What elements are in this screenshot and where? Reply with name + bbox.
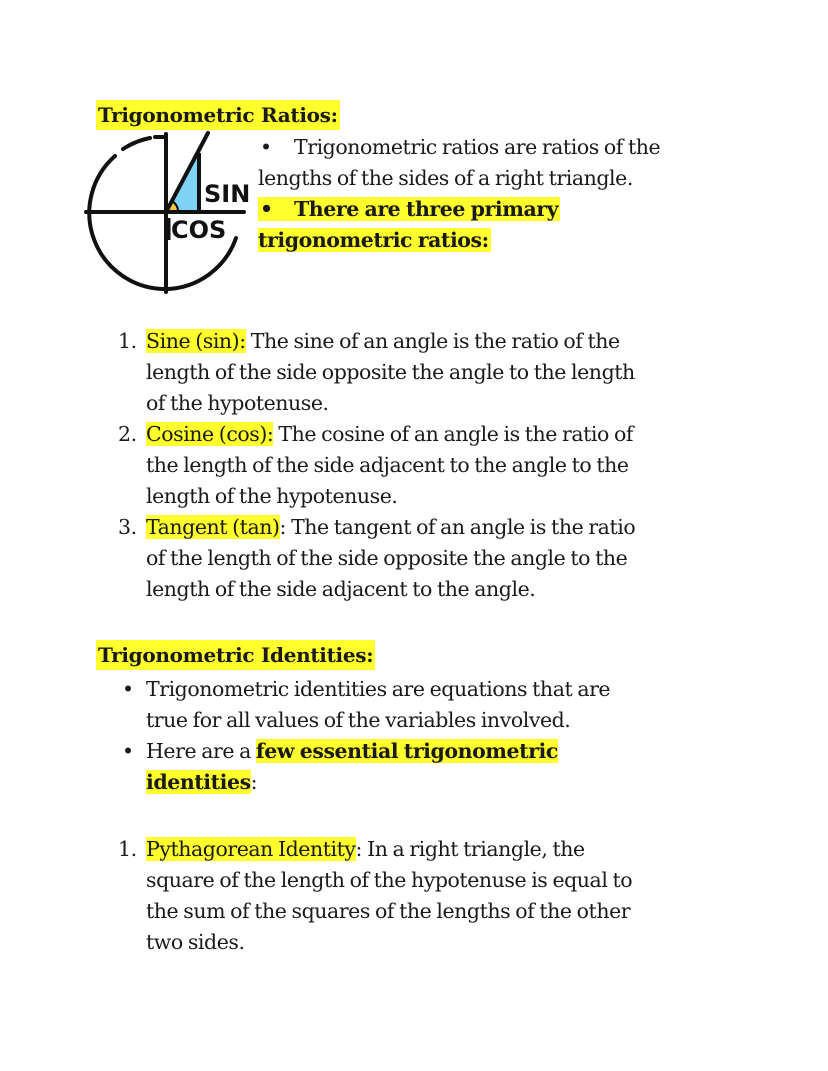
list-item-tangent: 3. Tangent (tan): The tangent of an angle is the ratio of the length of the side opposite the angle to the length of the side adjacent to the angle. bbox=[118, 515, 636, 601]
section-heading-trigonometric-ratios: Trigonometric Ratios: bbox=[96, 100, 340, 130]
sin-label: SIN bbox=[204, 180, 251, 208]
bullet-marker: • bbox=[122, 739, 134, 763]
intro-bullet-2-cont: trigonometric ratios: bbox=[258, 228, 489, 252]
section-heading-trigonometric-identities: Trigonometric Identities: bbox=[96, 640, 375, 670]
list-item-sine: 1. Sine (sin): The sine of an angle is the ratio of the length of the side opposite the angle to the length of the hypotenuse. bbox=[118, 329, 635, 415]
term-cosine: Cosine (cos): bbox=[146, 422, 274, 446]
term-tangent: Tangent (tan) bbox=[146, 515, 280, 539]
list-item-cosine: 2. Cosine (cos): The cosine of an angle is the ratio of the length of the side adjacent to the angle to the length of the hypotenuse. bbox=[118, 422, 634, 508]
list-item-identities-definition: • Trigonometric identities are equations that are true for all values of the variables involved. bbox=[118, 674, 738, 736]
term-pythagorean-identity: Pythagorean Identity bbox=[146, 837, 356, 861]
bullet-marker: • bbox=[260, 197, 273, 221]
list-item-essential-identities: • Here are a few essential trigonometric identities: bbox=[118, 736, 738, 798]
list-item-pythagorean-identity: 1. Pythagorean Identity: In a right triangle, the square of the length of the hypotenuse is equal to the sum of the squares of the lengths of the other two sides. bbox=[118, 837, 633, 954]
ratios-list bbox=[118, 326, 738, 605]
bullet-marker: • bbox=[122, 677, 134, 701]
intro-bullet-1-cont: lengths of the sides of a right triangle. bbox=[258, 166, 633, 190]
emphasis-essential-identities: few essential trigonometric bbox=[255, 739, 558, 763]
intro-bullet-1: • Trigonometric ratios are ratios of the bbox=[258, 132, 738, 163]
bullet-marker: • bbox=[260, 135, 272, 159]
identities-list bbox=[118, 834, 738, 958]
term-sine: Sine (sin): bbox=[146, 329, 246, 353]
unit-circle-sin-cos-icon bbox=[80, 128, 255, 298]
identities-bullets bbox=[118, 674, 738, 798]
intro-bullet-2: • There are three primary bbox=[258, 194, 738, 225]
intro-bullets bbox=[258, 132, 738, 256]
cos-label: COS bbox=[171, 216, 227, 244]
